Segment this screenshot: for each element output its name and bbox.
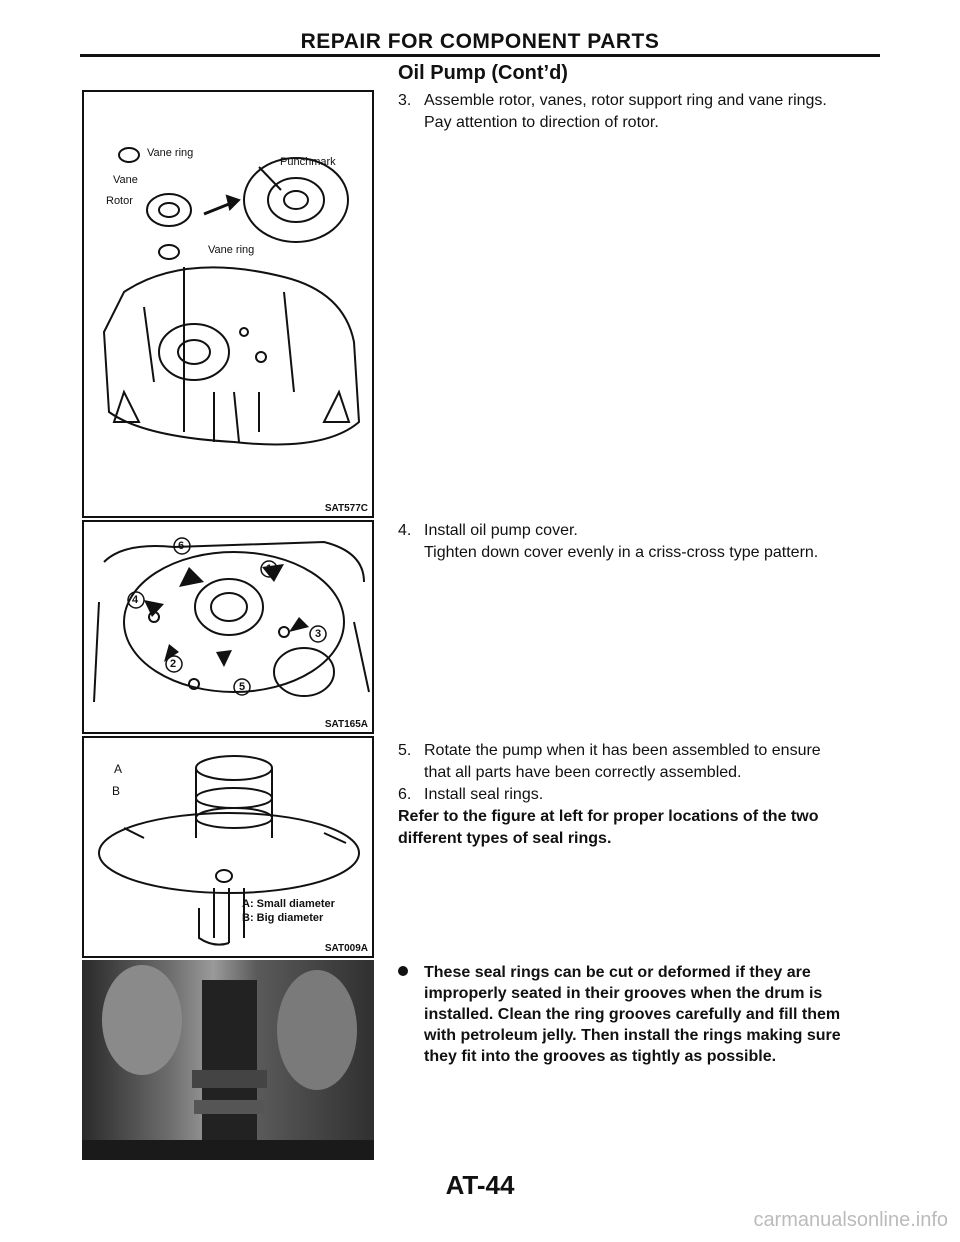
step-6-number: 6. (398, 786, 412, 803)
caution-line-1: These seal rings can be cut or deformed if they are (424, 964, 811, 981)
note-line-2: different types of seal rings. (398, 830, 612, 847)
label-vane-ring-bottom: Vane ring (208, 244, 255, 256)
section-title: Oil Pump (Cont’d) (398, 62, 568, 84)
label-vane-ring-top: Vane ring (147, 147, 194, 159)
bolt-number-4: 4 (132, 594, 139, 606)
caution-line-2: improperly seated in their grooves when the drum is (424, 985, 823, 1002)
caution-line-4: with petroleum jelly. Then install the rings making sure (424, 1027, 841, 1044)
label-rotor: Rotor (106, 195, 133, 207)
bolt-number-6: 6 (178, 540, 185, 552)
step-3-line-1: Assemble rotor, vanes, rotor support ring and vane rings. (424, 92, 827, 109)
photo-illustration (82, 960, 374, 1160)
step-4-number: 4. (398, 522, 412, 539)
bolt-number-5: 5 (239, 681, 246, 693)
label-a: A (114, 762, 123, 776)
figure-rotor-vanes (82, 90, 374, 518)
step-6-line-1: Install seal rings. (424, 786, 544, 803)
legend-small-diameter: A: Small diameter (242, 898, 335, 910)
step-4-line-2: Tighten down cover evenly in a criss-cross type pattern. (424, 544, 819, 561)
bolt-number-1: 1 (266, 563, 273, 575)
label-vane: Vane (113, 174, 138, 186)
label-punchmark: Punchmark (280, 156, 336, 168)
figure-id-sat577c: SAT577C (324, 503, 368, 514)
step-3-line-2: Pay attention to direction of rotor. (424, 114, 659, 131)
figure-id-sat165a: SAT165A (324, 719, 368, 730)
page-number: AT-44 (445, 1170, 515, 1200)
seal-rings-illustration (84, 738, 372, 956)
caution-bullet (398, 962, 898, 1067)
photo-installing-seal-rings (82, 960, 374, 1160)
caution-line-3: installed. Clean the ring grooves carefully and fill them (424, 1006, 841, 1023)
step-5-number: 5. (398, 742, 412, 759)
bullet-icon (398, 966, 408, 976)
page-header: REPAIR FOR COMPONENT PARTS (300, 30, 660, 53)
bolt-number-2: 2 (170, 658, 177, 670)
note-line-1: Refer to the figure at left for proper locations of the two (398, 808, 819, 825)
figure-id-sat009a: SAT009A (324, 943, 368, 954)
step-5-line-1: Rotate the pump when it has been assembled to ensure (424, 742, 821, 759)
steps-5-6 (398, 740, 898, 850)
pump-cover-illustration (84, 522, 372, 732)
step-4 (398, 520, 898, 564)
step-3-number: 3. (398, 92, 412, 109)
header-rule (80, 54, 880, 57)
figure-pump-cover (82, 520, 374, 734)
legend-big-diameter: B: Big diameter (242, 912, 324, 924)
label-b: B (112, 784, 121, 798)
step-3 (398, 90, 898, 134)
caution-line-5: they fit into the grooves as tightly as possible. (424, 1048, 777, 1065)
figure-seal-rings (82, 736, 374, 958)
step-4-line-1: Install oil pump cover. (424, 522, 578, 539)
watermark: carmanualsonline.info (753, 1209, 948, 1231)
bolt-number-3: 3 (315, 628, 322, 640)
step-5-line-2: that all parts have been correctly assembled. (424, 764, 742, 781)
